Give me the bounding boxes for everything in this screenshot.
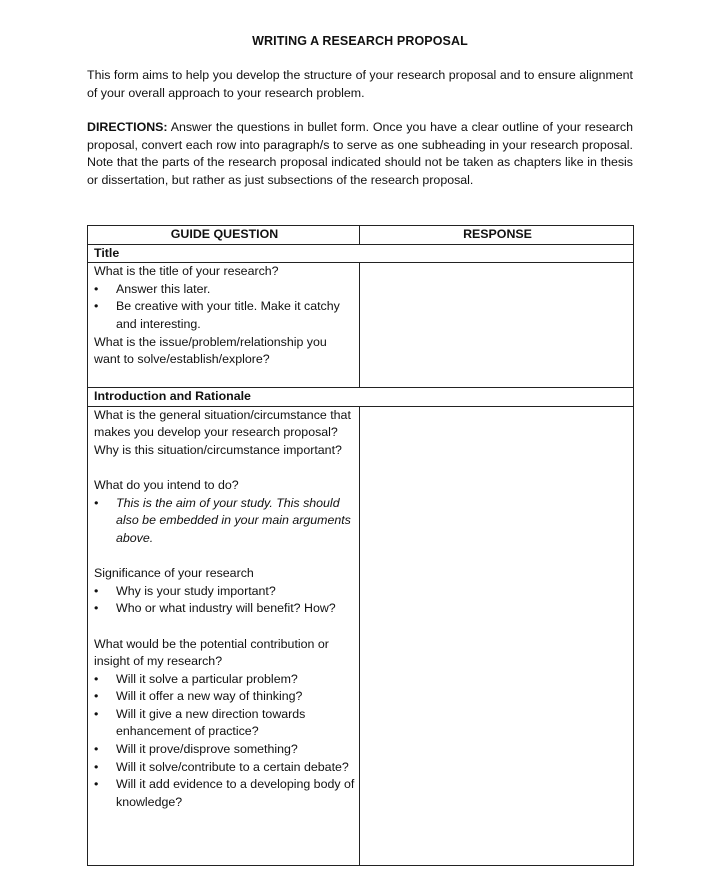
title-questions-cell	[88, 263, 360, 388]
list-item: • Will it give a new direction towards enhancement of practice?	[94, 706, 355, 741]
question-text: Significance of your research	[94, 566, 254, 581]
directions-paragraph	[87, 119, 633, 189]
spacer	[94, 618, 355, 636]
intro-response-cell[interactable]	[360, 406, 634, 865]
question-text: What is the general situation/circumstance that makes you develop your research proposal?	[94, 407, 351, 440]
question-text: What do you intend to do?	[94, 478, 239, 493]
intro-paragraph: This form aims to help you develop the structure of your research proposal and to ensure alignment of your overall approach to your research problem.	[87, 68, 633, 100]
guide-question-header: GUIDE QUESTION	[88, 226, 360, 245]
section-intro-heading: Introduction and Rationale	[88, 388, 634, 407]
list-item: • Will it solve a particular problem?	[94, 671, 355, 689]
question-text: What is the title of your research?	[94, 264, 279, 279]
list-item: • Will it prove/disprove something?	[94, 741, 355, 759]
section-title-heading: Title	[88, 244, 634, 263]
table-row	[88, 263, 634, 388]
bullet-list	[94, 495, 355, 548]
table-header-row	[88, 226, 634, 245]
question-text: Why is this situation/circumstance important?	[94, 442, 342, 457]
spacer	[94, 548, 355, 566]
response-header: RESPONSE	[360, 226, 634, 245]
list-item: • Will it solve/contribute to a certain debate?	[94, 759, 355, 777]
directions-text: Answer the questions in bullet form. Once you have a clear outline of your research proposal, convert each row into paragraph/s to serve as one subheading in your research proposal. Note that the parts of the research proposal indicated should not be taken as chapters like in thesis or dissertation, but rather as just subsections of the research proposal.	[87, 120, 633, 187]
list-item: • Will it offer a new way of thinking?	[94, 688, 355, 706]
table-row	[88, 406, 634, 865]
bullet-list	[94, 281, 355, 334]
list-item: • This is the aim of your study. This should also be embedded in your main arguments above.	[94, 495, 355, 548]
section-title-row	[88, 244, 634, 263]
title-response-cell[interactable]	[360, 263, 634, 388]
list-item: • Be creative with your title. Make it catchy and interesting.	[94, 298, 355, 333]
directions-label: DIRECTIONS:	[87, 120, 168, 134]
guide-table	[87, 225, 634, 866]
list-item: • Answer this later.	[94, 281, 355, 299]
bullet-list	[94, 671, 355, 812]
question-text: What is the issue/problem/relationship you want to solve/establish/explore?	[94, 334, 327, 367]
spacer	[94, 460, 355, 478]
list-item: • Who or what industry will benefit? How?	[94, 600, 355, 618]
section-intro-row	[88, 388, 634, 407]
intro-questions-cell	[88, 406, 360, 865]
question-text: What would be the potential contribution or insight of my research?	[94, 636, 329, 669]
bullet-list	[94, 583, 355, 618]
list-item: • Why is your study important?	[94, 583, 355, 601]
list-item: • Will it add evidence to a developing body of knowledge?	[94, 776, 355, 811]
document-title: WRITING A RESEARCH PROPOSAL	[252, 34, 468, 48]
